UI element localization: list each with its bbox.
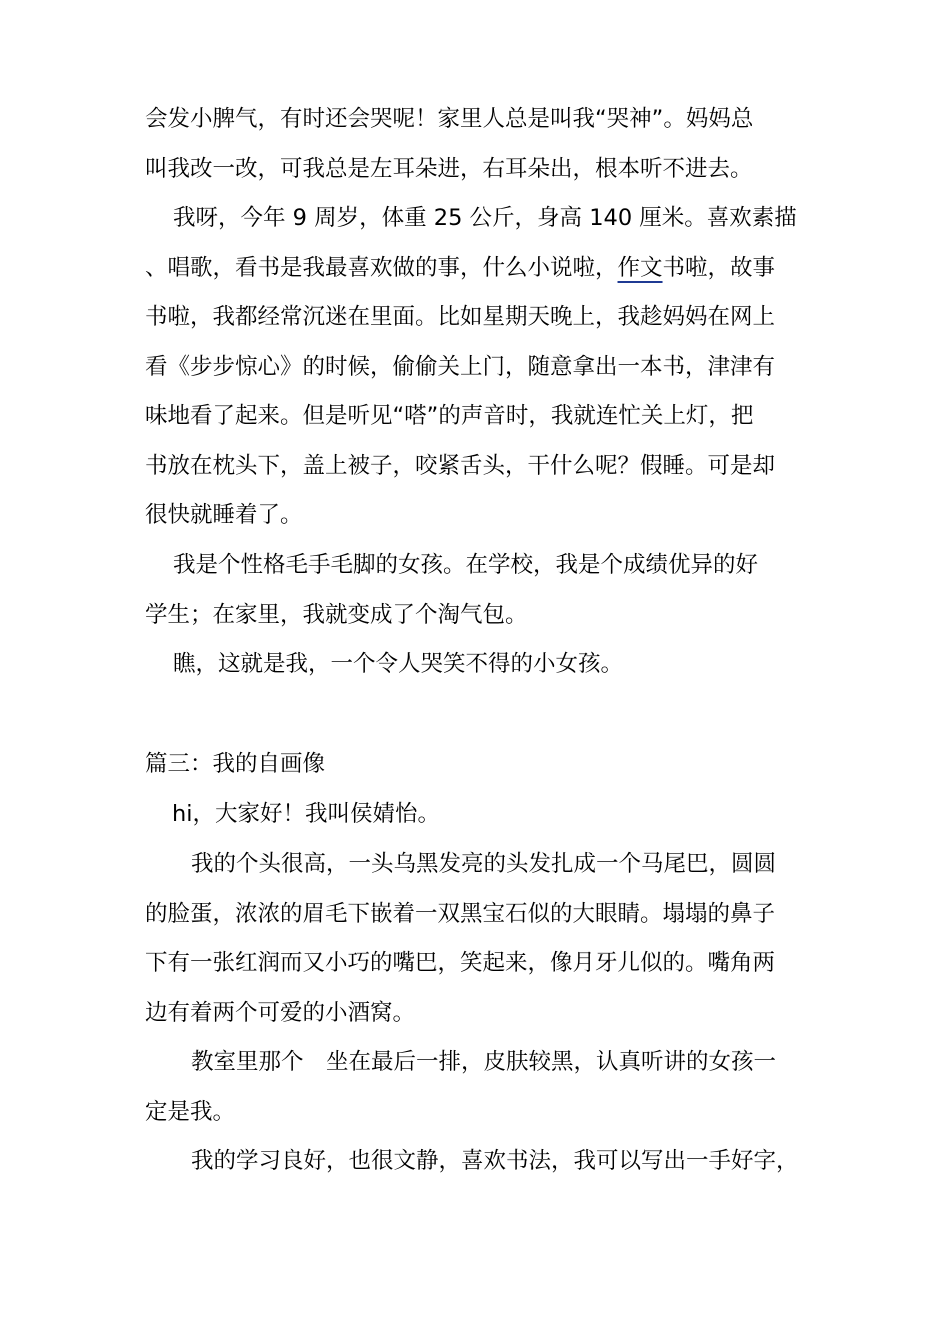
paragraph-line: 定是我。 <box>145 1098 236 1125</box>
paragraph-line: 叫我改一改，可我总是左耳朵进，右耳朵出，根本听不进去。 <box>145 155 753 182</box>
line-text: 书啦，故事 <box>662 254 776 281</box>
greeting-line: hi，大家好！我叫侯婧怡。 <box>172 801 441 827</box>
paragraph-study <box>145 1137 825 1187</box>
paragraph-line: 看《步步惊心》的时候，偷偷关上门，随意拿出一本书，津津有 <box>145 353 776 380</box>
paragraph-line: 下有一张红润而又小巧的嘴巴，笑起来，像月牙儿似的。嘴角两 <box>145 950 776 976</box>
paragraph-hobbies <box>145 194 825 541</box>
paragraph-line: 我呀，今年 9 周岁，体重 25 公斤，身高 140 厘米。喜欢素描 <box>173 205 797 231</box>
paragraph-personality <box>145 541 825 640</box>
paragraph-line: 的脸蛋，浓浓的眉毛下嵌着一双黑宝石似的大眼睛。塌塌的鼻子 <box>145 900 776 927</box>
paragraph-conclusion <box>145 640 825 690</box>
paragraph-line: 学生；在家里，我就变成了个淘气包。 <box>145 601 528 628</box>
paragraph-line: 边有着两个可爱的小酒窝。 <box>145 999 416 1026</box>
paragraph-line: 很快就睡着了。 <box>145 502 303 528</box>
paragraph-line: 会发小脾气，有时还会哭呢！家里人总是叫我“哭神”。妈妈总 <box>145 106 754 132</box>
paragraph-line: 我是个性格毛手毛脚的女孩。在学校，我是个成绩优异的好 <box>173 552 759 578</box>
paragraph-line: 书啦，我都经常沉迷在里面。比如星期天晚上，我趁妈妈在网上 <box>145 304 776 330</box>
composition-link[interactable]: 作文 <box>617 254 663 281</box>
paragraph-line: 味地看了起来。但是听见“嗒”的声音时，我就连忙关上灯，把 <box>145 403 754 429</box>
paragraph-line: 瞧，这就是我，一个令人哭笑不得的小女孩。 <box>173 651 624 677</box>
paragraph-line: 书放在枕头下，盖上被子，咬紧舌头，干什么呢？假睡。可是却 <box>145 452 776 479</box>
section-title: 篇三：我的自画像 <box>145 751 326 777</box>
paragraph-line: 我的学习良好，也很文静，喜欢书法，我可以写出一手好字， <box>191 1148 799 1174</box>
paragraph-classroom <box>145 1038 825 1137</box>
paragraph-crybaby <box>145 95 825 194</box>
paragraph-line: 我的个头很高，一头乌黑发亮的头发扎成一个马尾巴，圆圆 <box>191 851 777 877</box>
paragraph-line <box>145 244 825 294</box>
line-text: 、唱歌，看书是我最喜欢做的事，什么小说啦， <box>145 254 618 281</box>
paragraph-appearance <box>145 840 825 1038</box>
paragraph-line: 教室里那个 坐在最后一排，皮肤较黑，认真听讲的女孩一 <box>191 1049 777 1075</box>
